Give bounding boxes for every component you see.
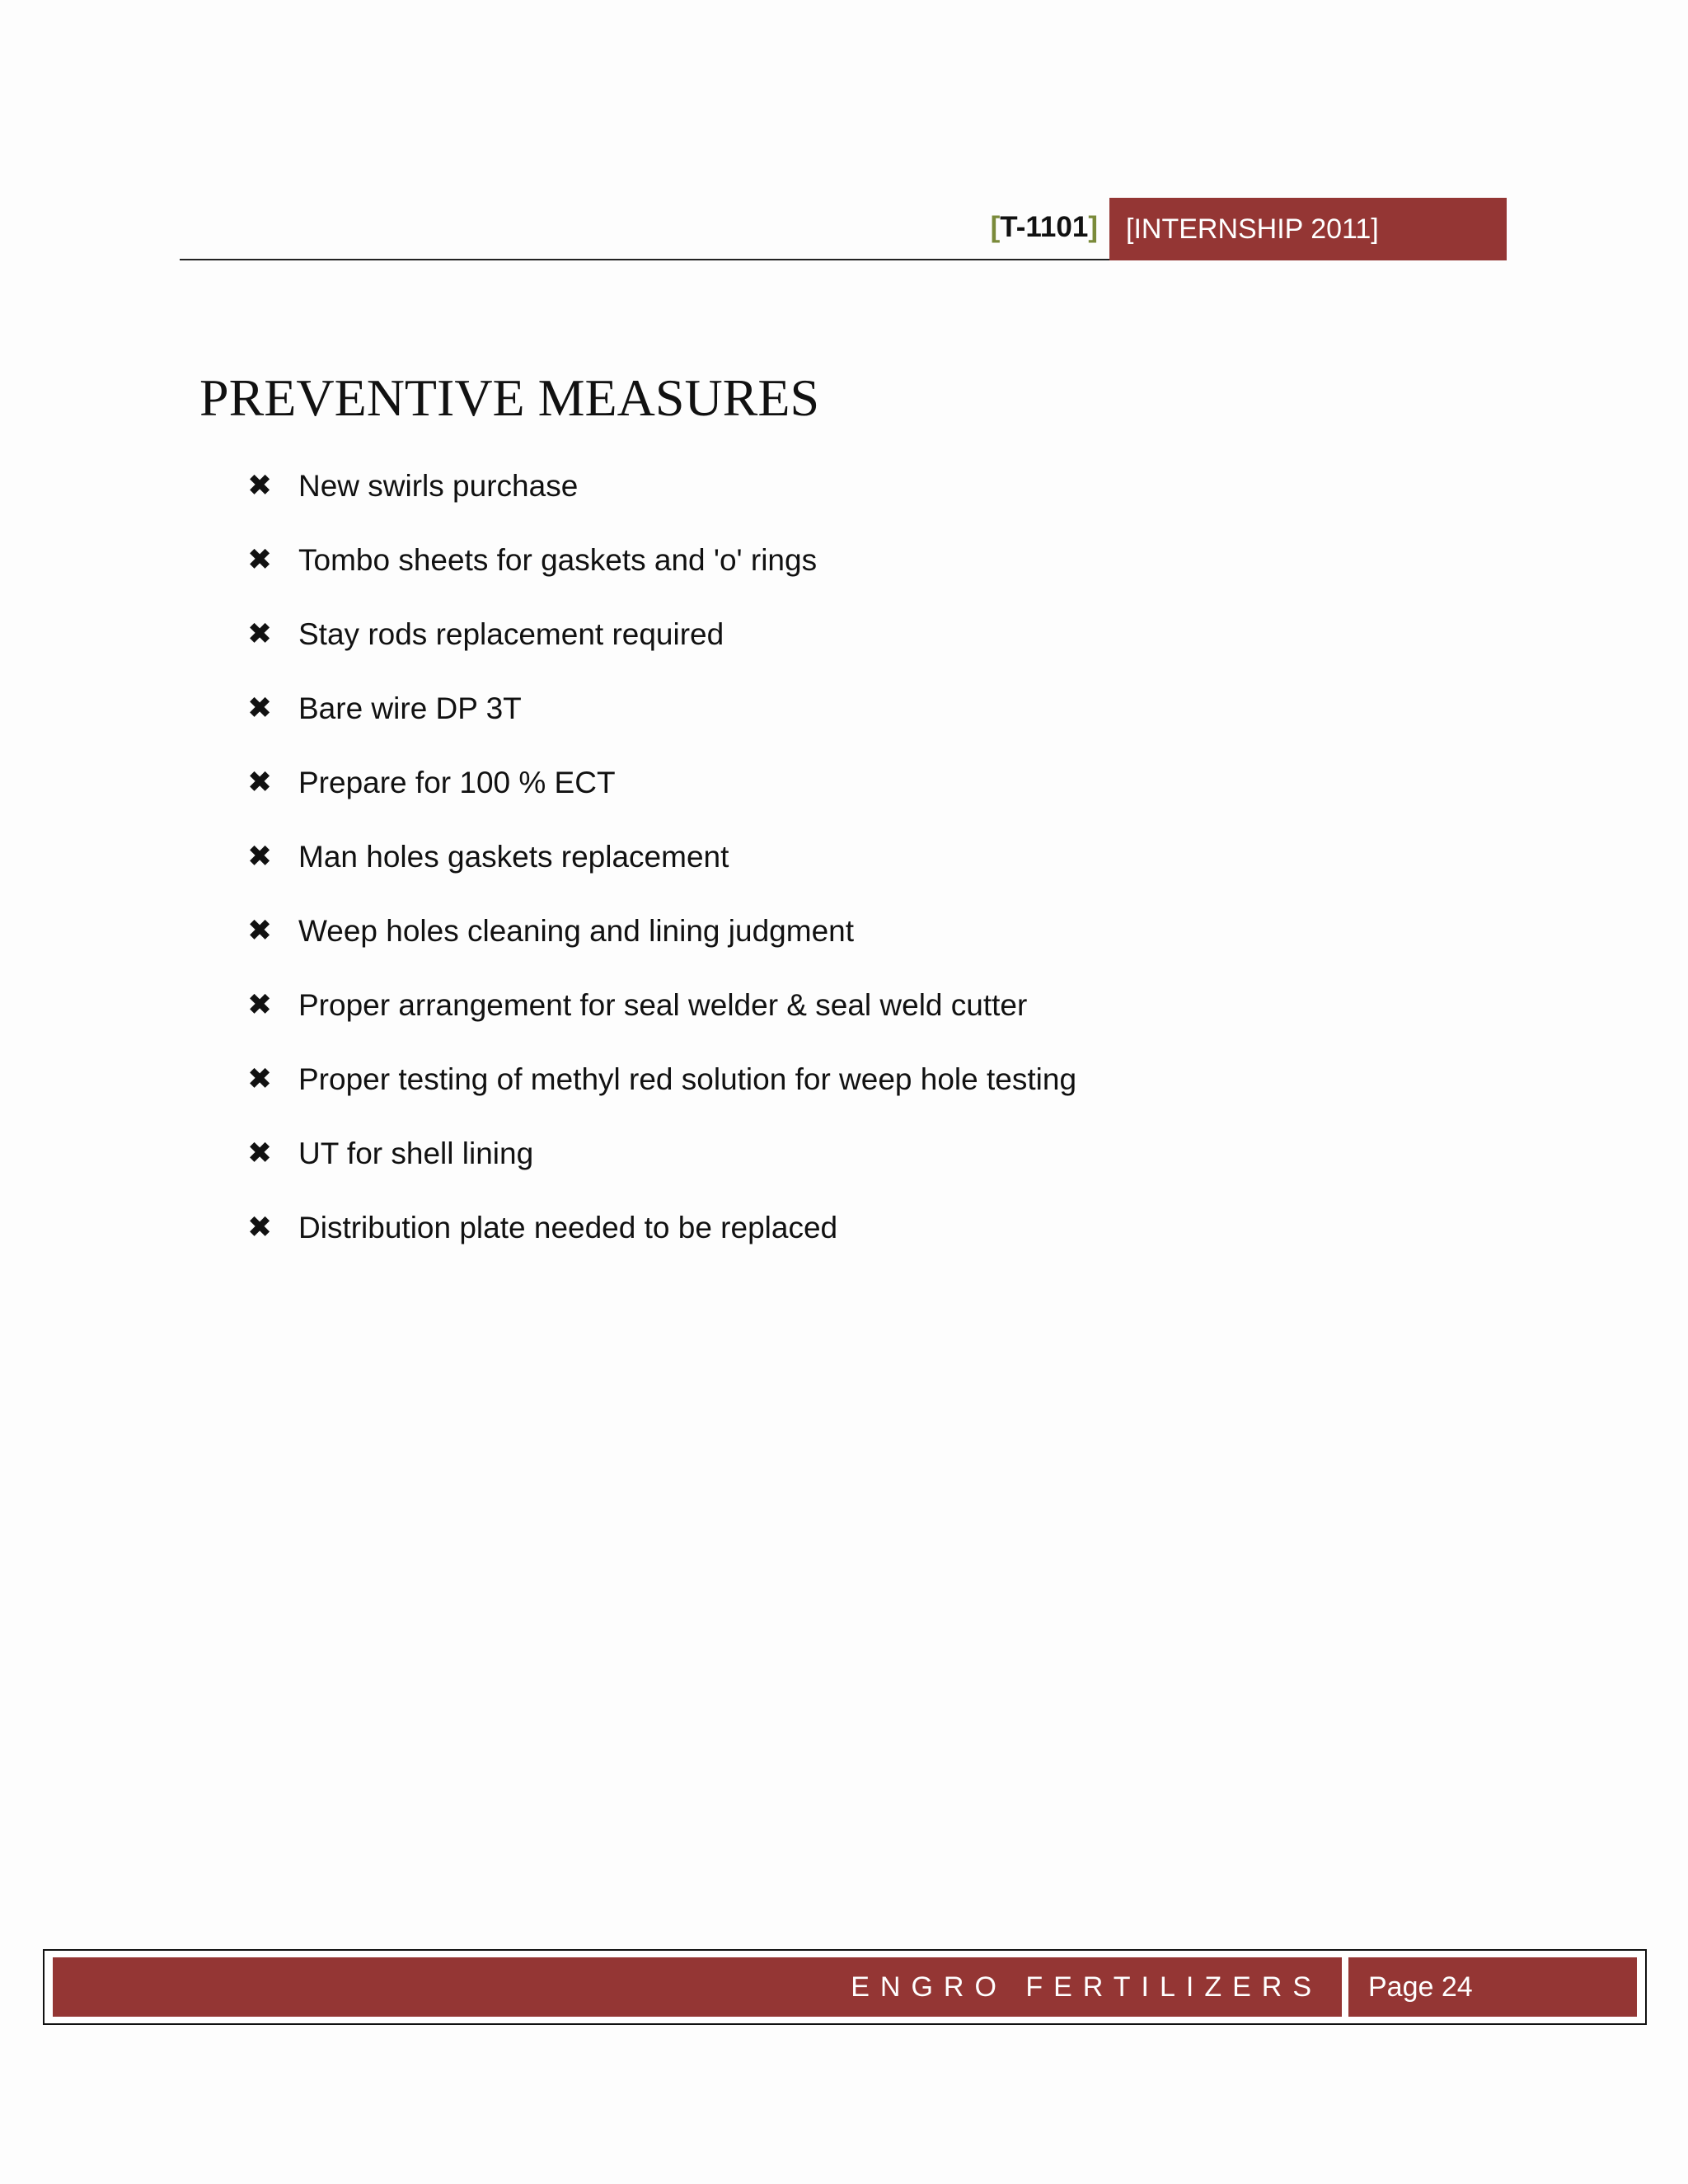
list-item-text: Distribution plate needed to be replaced [298, 1211, 838, 1244]
list-item [247, 1207, 1076, 1282]
x-bullet-icon: ✖ [247, 543, 273, 577]
x-bullet-icon: ✖ [247, 691, 273, 725]
page-header [180, 198, 1507, 260]
list-item [247, 837, 1076, 911]
x-bullet-icon: ✖ [247, 988, 273, 1022]
list-item-text: New swirls purchase [298, 469, 579, 503]
code-open-bracket: [ [990, 211, 1001, 243]
list-item [247, 614, 1076, 688]
list-item-text: Man holes gaskets replacement [298, 840, 729, 874]
list-item-text: Prepare for 100 % ECT [298, 766, 616, 799]
list-item [247, 1059, 1076, 1133]
page-title: PREVENTIVE MEASURES [199, 368, 820, 427]
list-item [247, 1133, 1076, 1207]
x-bullet-icon: ✖ [247, 469, 273, 503]
list-item [247, 985, 1076, 1059]
list-item [247, 540, 1076, 614]
list-item [247, 688, 1076, 762]
x-bullet-icon: ✖ [247, 766, 273, 799]
list-item-text: Weep holes cleaning and lining judgment [298, 914, 855, 948]
document-code [991, 211, 1098, 244]
x-bullet-icon: ✖ [247, 914, 273, 948]
list-item-text: Tombo sheets for gaskets and 'o' rings [298, 543, 818, 577]
x-bullet-icon: ✖ [247, 840, 273, 874]
page-number: Page 24 [1348, 1957, 1637, 2017]
list-item [247, 466, 1076, 540]
list-item-text: Proper arrangement for seal welder & seal weld cutter [298, 988, 1028, 1022]
header-rule [180, 259, 1109, 260]
header-tag: [INTERNSHIP 2011] [1109, 198, 1507, 260]
x-bullet-icon: ✖ [247, 1062, 273, 1096]
measures-list [247, 466, 1076, 1282]
code-close-bracket: ] [1088, 211, 1098, 243]
list-item-text: Stay rods replacement required [298, 617, 724, 651]
list-item-text: Bare wire DP 3T [298, 691, 522, 725]
page-footer [43, 1949, 1647, 2025]
list-item-text: Proper testing of methyl red solution for weep hole testing [298, 1062, 1077, 1096]
document-code-text: T-1101 [1000, 211, 1089, 243]
list-item [247, 762, 1076, 837]
list-item [247, 911, 1076, 985]
x-bullet-icon: ✖ [247, 1211, 273, 1244]
x-bullet-icon: ✖ [247, 617, 273, 651]
footer-company: ENGRO FERTILIZERS [53, 1957, 1342, 2017]
x-bullet-icon: ✖ [247, 1137, 273, 1170]
list-item-text: UT for shell lining [298, 1137, 534, 1170]
